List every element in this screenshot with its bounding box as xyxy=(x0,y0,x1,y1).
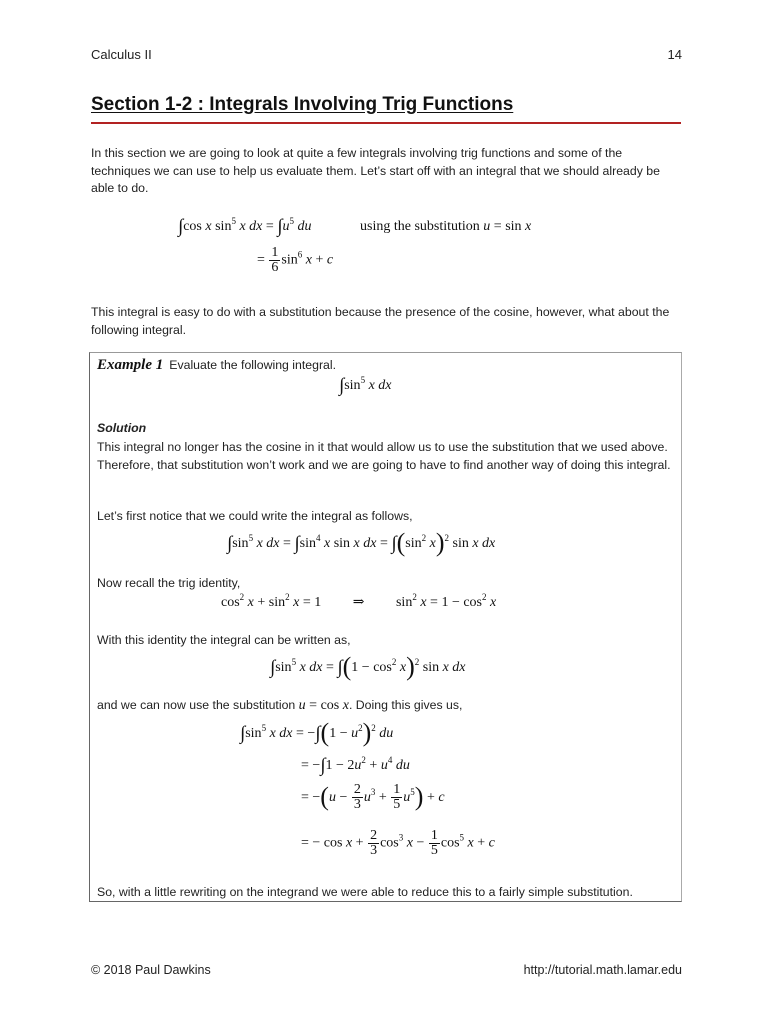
example-heading xyxy=(97,357,336,374)
solution-paragraph-5: and we can now use the substitution u = cos x. Doing this gives us, xyxy=(97,698,463,713)
solution-paragraph-2: Let’s first notice that we could write the integral as follows, xyxy=(97,509,413,523)
solution-paragraph-6: So, with a little rewriting on the integrand we were able to reduce this to a fairly simple substitution. xyxy=(97,885,633,899)
substitution-note: using the substitution u = sin x xyxy=(360,219,532,234)
intro-paragraph: In this section we are going to look at quite a few integrals involving trig functions and some of the techniques we can use to help us evaluate them. Let’s start off with an integral that we should already be able to do. xyxy=(91,146,660,195)
example-integral: $\int\sin^5$ x dx xyxy=(339,375,392,396)
after-intro-paragraph: This integral is easy to do with a substitution because the presence of the cosine, however, what about the following integral. xyxy=(91,305,670,337)
course-title: Calculus II xyxy=(91,47,152,62)
identity-integral: $\int\sin^5$ x dx = $\int(1 - \cos^2 x)^2$ sin x dx xyxy=(270,652,466,681)
section-title: Section 1-2 : Integrals Involving Trig Functions xyxy=(91,94,514,115)
solution-heading: Solution xyxy=(97,421,147,435)
trig-identity: $\cos^2 x + \sin^2 x = 1$ ⇒ $\sin^2 x = 1 - \cos^2 x$ xyxy=(221,592,497,610)
solution-paragraph-3: Now recall the trig identity, xyxy=(97,576,241,590)
final-result: = − cos x + $\frac{2}{3}$ $\cos^3 x$ − $\frac{1}{5}$ $\cos^5 x + c$ xyxy=(301,828,495,858)
solution-paragraph-1: This integral no longer has the cosine in it that would allow us to use the substitution that we used above. Therefore, that substitution won’t work and we are going to have to find another way of doing this integral. xyxy=(97,440,671,472)
substitution-step-2: = $-\int 1 - 2u^2 + u^4$ du xyxy=(301,755,410,776)
title-divider xyxy=(91,122,681,124)
rewrite-equation: $\int\sin^5$ x dx = $\int\sin^4$ x sin x dx = $\int(\sin^2$ x)$^2$ sin x dx xyxy=(227,528,496,557)
site-url[interactable]: http://tutorial.math.lamar.edu xyxy=(523,963,682,977)
substitution-step-1: $\int\sin^5$ x dx = $-\int(1 - u^2)^2$ du xyxy=(240,718,394,747)
intro-result: = $\frac{1}{6}$ $\sin^6 x + c$ xyxy=(257,245,334,275)
intro-equation: ∫cos x $\sin^5 x$ dx = $\int u^5$ du xyxy=(178,216,312,237)
example-box xyxy=(89,352,682,902)
example-label: Example 1 xyxy=(97,357,164,373)
page-number: 14 xyxy=(667,47,682,62)
copyright: © 2018 Paul Dawkins xyxy=(91,963,211,977)
substitution-step-3: = −(u − $\frac{2}{3}$ $u^3$ + $\frac{1}{5}$ $u^5) + c$ xyxy=(301,782,445,813)
solution-paragraph-4: With this identity the integral can be written as, xyxy=(97,633,351,647)
example-prompt: Evaluate the following integral. xyxy=(169,358,337,372)
